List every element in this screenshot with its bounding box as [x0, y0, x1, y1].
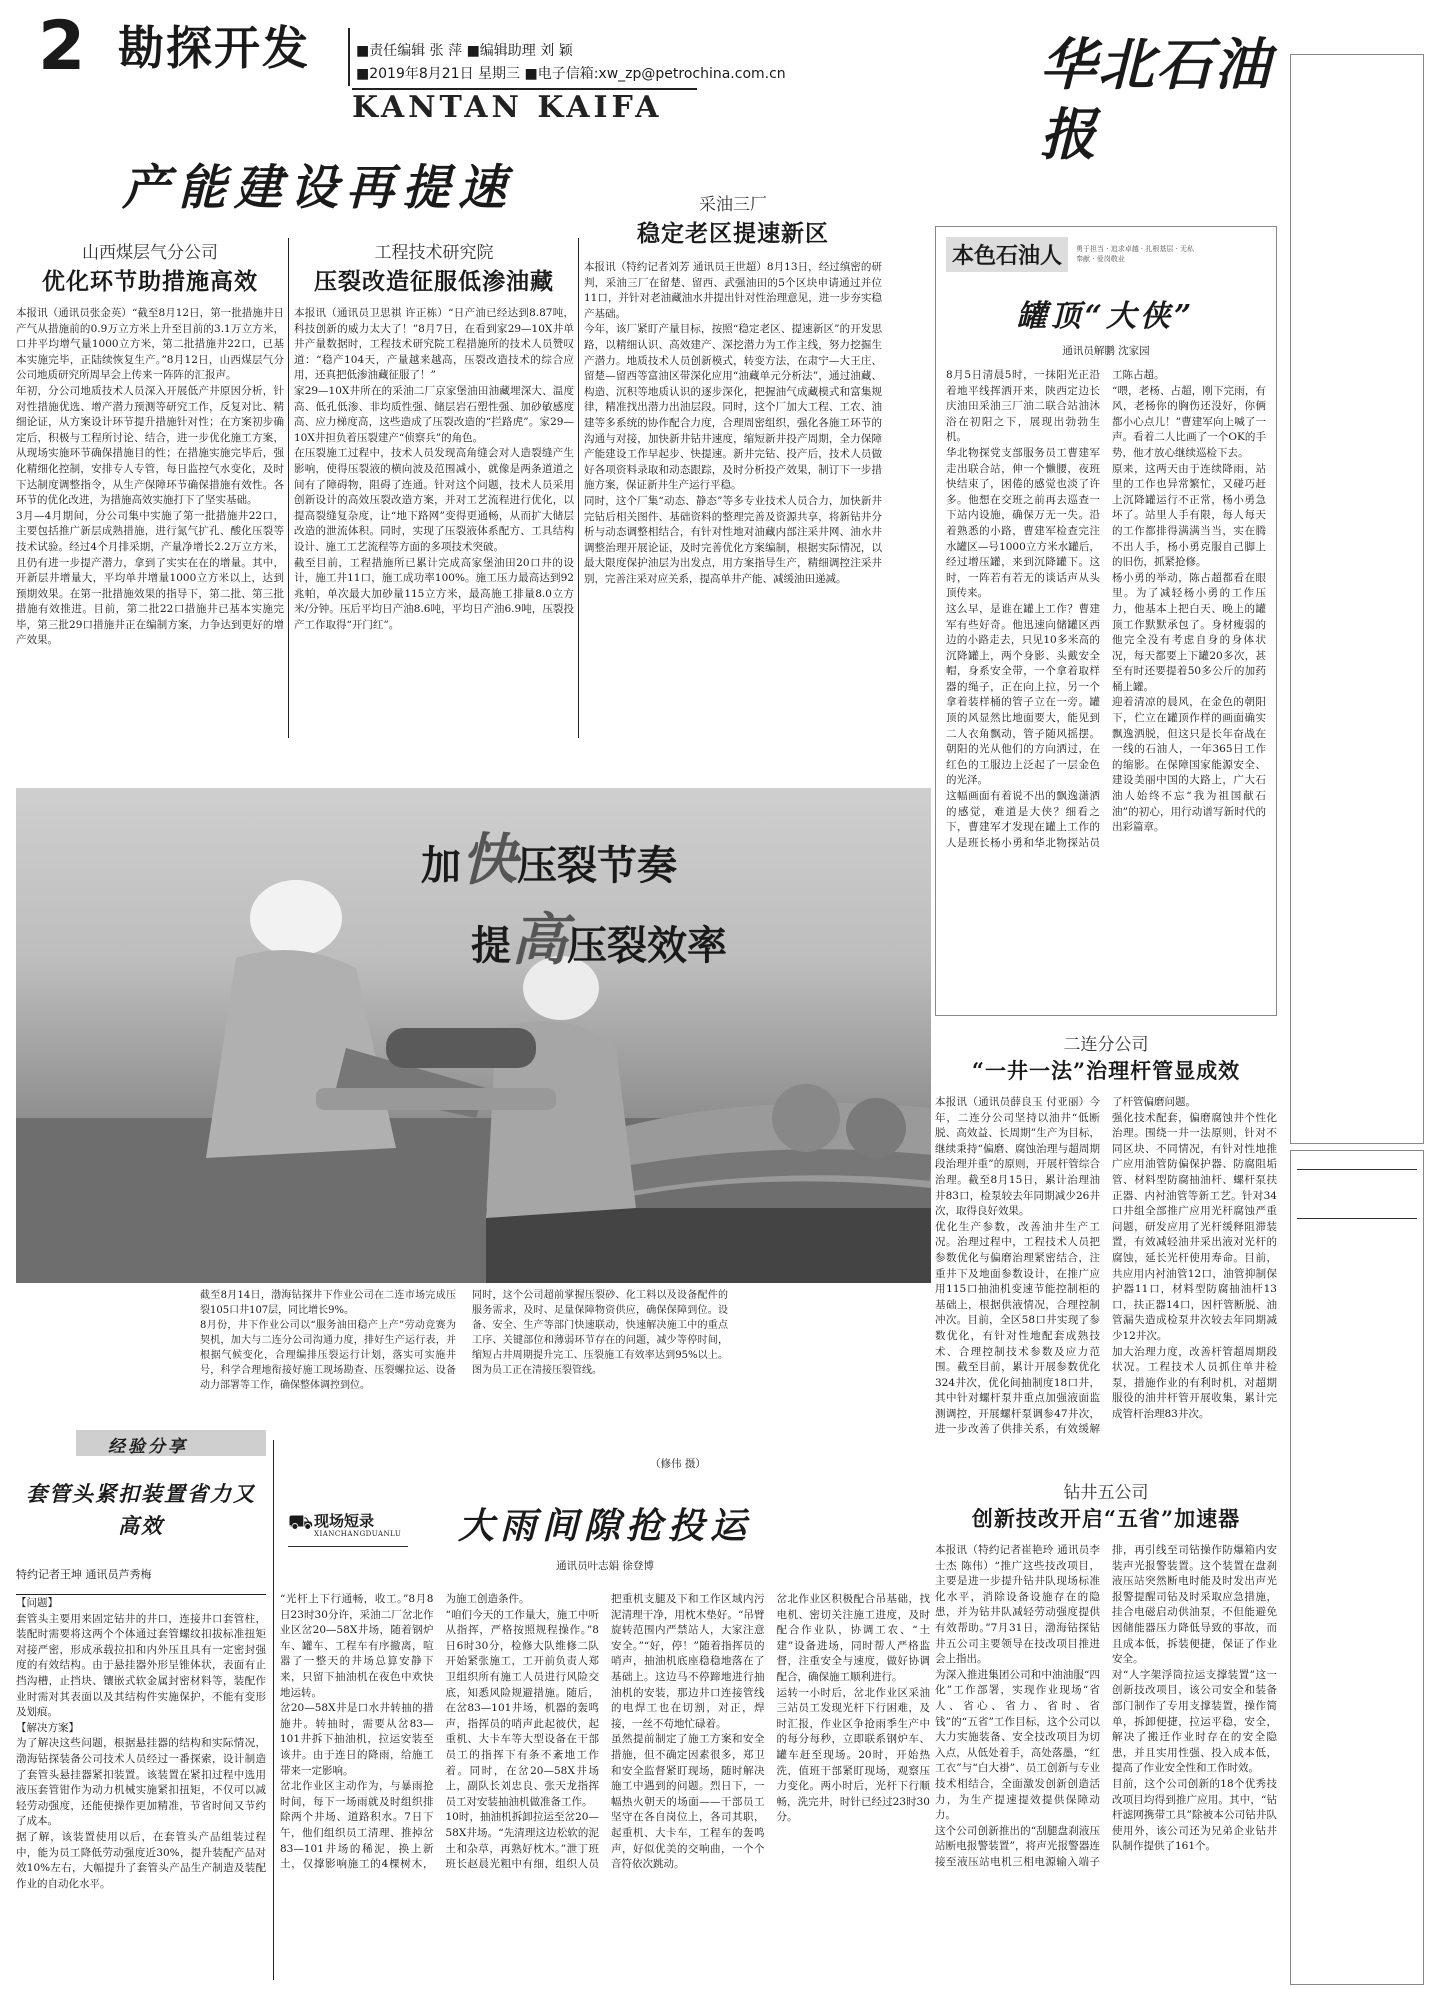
notice-heading-void	[1297, 1155, 1417, 1170]
article-kicker: 钻井五公司	[1063, 1483, 1149, 1503]
article-body: 本报讯（通讯员薛良玉 付亚丽）今年，二连分公司坚持以油井“低断脱、高效益、长周期”生产为目标，继续秉持“偏磨、腐蚀治理与超周期段治理并重”的原则，开展杆管综合治理。截至8月15日，累计治理油井83口，检泵较去年同期减少26井次，取得良好效果。 优化生产参数，改善油井生产工况。治理过程中，工程技术人员把参数优化与偏磨治理紧密结合，注重井下及地面参数设计，在推广应用115口抽油机变速节能控制柜的基础上，根据供液情况，合理控制冲次。目前，全区58口井实现了参数优化，有针对性地配套成熟技术、合理控制技术参数及应力范围。截至目前，累计开展参数优化324井次，优化间抽制度18口井，其中针对螺杆泵井重点加强液面监测调控，开展螺杆泵调参47井次，进一步改善了供排关系，有效缓解了杆管偏磨问题。 强化技术配套，偏磨腐蚀井个性化治理。围绕一井一法原则，针对不同区块、不同情况，有针对性地推广应用油管防偏保护器、防腐阻垢管、材料型防腐抽油杆、螺杆泵扶正器、内衬油管等新工艺。针对34口井组全部推广应用光杆腐蚀严重问题，研发应用了光杆缓释阻滞装置，有效减轻油井采出液对光杆的腐蚀，延长光杆使用寿命。目前，共应用内衬油管12口，油管抑制保护器11口，材料型防腐抽油杆13口，扶正器14口，因杆管断脱、油管漏失造成检泵井次较去年同期减少12井次。 加大治理力度，改善杆管超周期段状况。工程技术人员抓住单井检泵，措施作业的有利时机，对超期服役的油井杆管开展收集，累计完成管杆治理83井次。	[935, 1096, 1277, 1436]
article-headline: 大雨间隙抢投运	[457, 1505, 752, 1547]
masthead	[0, 0, 1300, 168]
column-logo-text: 本色石油人	[946, 237, 1068, 272]
notice-heading-lost	[1297, 1202, 1417, 1219]
article-body: 本报讯（特约记者崔艳玲 通讯员李士杰 陈伟）“推广这些技改项目，主要是进一步提升钻井队现场标准化水平，消除设备设施存在的隐患，并为钻井队减轻劳动强度提供有效帮助。”7月31日，渤海钻探钻井五公司主要领导在技改项目推进会上指出。 为深入推进集团公司和中油油服“四化”工作部署，实现作业现场“省人、省心、省力、省时、省钱”的“五省”工作目标，这个公司以大力实施装备、安全技改项目为切入点，从低处着手，高处落墨，“红工衣”与“白大褂”、员工创新与专业技术相结合，全面激发创新创造活力，为生产提速提效提供保障动力。 这个公司创新推出的“刮腿盘刹液压站断电报警装置”，将声光报警器连接至液压站电机三相电源输入端子排，再引线至司钻操作防爆箱内安装声光报警装置。这个装置在盘刹液压站突然断电时能及时发出声光报警提醒司钻及时采取应急措施，挂合电磁启动供油泵，不但能避免因储能器压力降低导致的事故，而且成本低，拆装便捷，保证了作业安全。 对“人字架浮筒拉运支撑装置”这一创新技改项目，该公司安全和装备部门制作了专用支撑装置，操作简单，拆卸便捷，拉运平稳，安全，解决了搬迁作业时存在的安全隐患，并且实用性强、投入成本低，提高了作业安全性和工作时效。 目前，这个公司创新的18个优秀技改项目均得到推广应用。其中，“钻杆滤网携带工具”除被本公司钻井队使用外，该公司还为兄弟企业钻井队制作提供了161个。	[935, 1544, 1277, 1868]
editor-line: ■责任编辑 张 萍 ■编辑助理 刘 颖	[356, 43, 573, 59]
column-tag-label: 现场短录	[314, 1512, 375, 1530]
article-engineering	[294, 238, 574, 738]
photo-headline-2b: 高	[511, 908, 567, 973]
newspaper-logo: 华北石油报	[1040, 32, 1272, 168]
article-headline: 稳定老区提速新区	[637, 220, 829, 247]
column-tag-pinyin: XIANCHANGDUANLU	[314, 1530, 402, 1538]
article-body: 本报讯（特约记者刘芳 通讯员王世超）8月13日，经过缜密的研判，采油三厂在留楚、留西、武强油田的5个区块申请通过并位11口，并针对老油藏油水井提出针对性治理意见，进一步夯实稳产基础。 今年，该厂紧盯产量目标，按照“稳定老区、提速新区”的开发思路，以精细认识、高效建产、深挖潜力为工作主线，努力挖掘生产潜力。地质技术人员创新模式，转变方法，在肃宁—大王庄、留楚—留西等富油区带深化应用“油藏单元分析法”，通过油藏、构造、沉积等地质认识的逐步深化，把握油气成藏模式和富集规律，精准找出潜力出油层段。同时，这个厂加大工程、工农、油建等多系统的协作配合力度，合理周密组织，强化各施工环节的沟通与对接，加快新井钻井速度，缩短新井投产周期，全力保障产能建设工作早起步、快提速。新井完钻、投产后，技术人员做好各项资料录取和动态跟踪，及时分析投产效果，制订下一步措施方案，保证新井生产运行平稳。 同时，这个厂集“动态、静态”等多专业技术人员合力，加快新井完钻后相关图件、基础资料的整理完善及资源共享，将新钻井分析与动态调整相结合，有针对性地对油藏内部注采井网、油水井调整治理开展论证，及时完善优化方案编制，根据实际情况，以最大限度保护油层为出发点，用方案指导生产，精细调控注采井别，完善注采对应关系，提高单井产能、减缓油田递减。	[584, 261, 882, 585]
article-tank-hero	[935, 226, 1277, 1016]
photo-headline-2	[471, 896, 727, 976]
photo-headline-2a: 提	[471, 923, 511, 969]
news-photo	[16, 788, 931, 1283]
article-headline: 罐顶“大侠”	[1016, 299, 1196, 334]
column-tag-label: 经验分享	[108, 1437, 188, 1457]
article-headline: “一井一法”治理杆管显成效	[971, 1058, 1241, 1083]
article-headline: 套管头紧扣装置省力又高效	[26, 1481, 256, 1538]
article-rain-install	[280, 1500, 930, 1985]
masthead-rule	[352, 88, 697, 90]
article-kicker: 工程技术研究院	[374, 243, 494, 263]
article-body: “光杆上下行通畅，收工。”8月8日23时30分许，采油二厂岔北作业区岔20—58X井场，随着钢炉车、罐车、工程车有序撤离，喧嚣了一整天的井场总算安静下来，只留下抽油机在夜色中欢快地运转。 岔20—58X井是口水井转抽的措施井。转抽时，需要从岔83—101井拆下抽油机，拉运安装至该井。由于连日的降雨，给施工带来一定影响。 岔北作业区主动作为，与暴雨抢时间，每下一场雨就及时组织排除两个井场、道路积水。7日下午，他们组织员工清理、推掉岔83—101井场的稀泥，换上新土，仅撑影响施工的4棵树木，为施工创造条件。 “咱们今天的工作量大，施工中听从指挥，严格按照规程操作。”8日6时30分，检修大队维修二队开始紧张施工，工开前负责人郑卫组织所有施工人员进行风险交底，知悉风险规避措施。随后，在岔83—101井场，机器的轰鸣声，指挥员的哨声此起彼伏，起重机、大卡车等大型设备在干部员工的指挥下有条不紊地工作着。同时，在岔20—58X井场上，副队长刘忠良、张天龙指挥员工对安装抽油机做准备工作。 10时，抽油机拆卸拉运至岔20—58X井场。“先清理这边松软的泥土和杂草，再熟好枕木。”泄丁班班长赵晨光粗中有细，组织人员把重机支腿及下和工作区域内污泥清理干净，用枕木垫好。“吊臂旋转范围内严禁站人，大家注意安全。”“好，停！”随着指挥员的哨声，抽油机底座稳稳地落在了基础上。这边马不停蹄地进行抽油机的安装，那边井口连接管线的电焊工也在切割，对正，焊接，一丝不苟地忙碌着。 虽然提前制定了施工方案和安全措施，但不确定因素很多，郑卫和安全监督紧盯现场，随时解决施工中遇到的问题。烈日下，一幅热火朝天的场面——干部员工坚守在各自岗位上，各司其职，起重机、大卡车，工程车的轰鸣声，好似优美的交响曲，一个个音符依次跳动。 岔北作业区积极配合吊基础，找电机、密切关注施工进度，及时配合作业队，协调工农、“土建”设备进场，同时帮人严格监督，注重安全与速度，做好协调配合，确保施工顺利进行。 运转一小时后，岔北作业区采油三站员工发现光杆下行困难，及时汇报，作业区争抢雨季生产中的每分每秒，立即联系钢炉车、罐车赶至现场。20时，开始热洗，值班干部紧盯现场，观察压力变化。两小时后，光杆下行顺畅，洗完井，时针已经过23时30分。	[280, 1593, 930, 1871]
notice-list-lost	[1297, 1229, 1417, 1237]
article-oil3	[584, 190, 882, 750]
article-erlian	[935, 1030, 1277, 1470]
article-body: 【问题】 套管头主要用来固定钻井的井口，连接井口套管柱，装配时需要将这两个个体通过套管螺纹扣拔标准扭矩对接严密，形成承载拉扣和内外压且具有一定密封强度的有效结构。由于悬挂器外形呈锥体状，表面有止挡沟槽，止挡块、镶嵌式软金属封密材料等，装配作业时需对其表面以及其结构件实施保护，不能有变形及划痕。 【解决方案】 为了解决这些问题，根据悬挂器的结构和实际情况，渤海钻探装备公司技术人员经过一番探索，设计制造了套管头悬挂器紧扣装置。该装置在紧扣过程中选用液压套管钳作为动力机械实施紧扣扭矩，不仅可以减轻劳动强度，还能使操作更加精准，节省时间又节约了成本。 据了解，该装置使用以后，在套管头产品组装过程中，能为员工降低劳动强度近30%，提升装配产品对效10%左右，大幅提升了套管头产品生产制造及装配作业的自动化水平。	[16, 1597, 266, 1890]
article-byline: 通讯员解鹏 沈家园	[1062, 345, 1150, 357]
article-drilling5	[935, 1478, 1277, 1983]
article-byline: 通讯员叶志娟 徐登博	[556, 1560, 654, 1572]
section-title: 勘探开发	[118, 21, 310, 75]
date-line: ■2019年8月21日 星期三 ■电子信箱:xw_zp@petrochina.com.cn	[356, 66, 786, 82]
article-headline: 优化环节助措施高效	[42, 268, 258, 295]
photo-headline-1b: 快	[461, 828, 517, 893]
article-headline: 创新技改开启“五省”加速器	[971, 1506, 1241, 1531]
section-pinyin: KANTAN KAIFA	[352, 90, 663, 125]
photo-credit: （修伟 摄）	[650, 1458, 706, 1470]
column-logo-small: 勇于担当 · 追求卓越 · 扎根基层 · 无私奉献 · 爱岗敬业	[1076, 245, 1195, 263]
article-body: 本报讯（通讯员张金英）“截至8月12日，第一批措施井日产气从措施前的0.9万立方米上升至目前的3.1万立方米，口井平均增气量1000立方米，第二批措施井22口，已基本实施完毕，正陆续恢复生产。”8月12日，山西煤层气分公司地质研究所周早会上传来一阵阵的汇报声。 年初，分公司地质技术人员深入开展低产井原因分析，针对性措施优选、增产潜力预测等研究工作，反复对比、精细论证，从方案设计环节提升措施针对性；在方案初步确定后，积极与工程所讨论、结合，进一步优化施工方案，从现场实施环节确保措施目的性；在措施实施完毕后，强化精细化控制，安排专人专管，每日监控气水变化，及时下达制度调整指令，从生产保障环节确保措施有效性。各环节的优化改进，为措施高效实施打下了坚实基础。 3月—4月期间，分公司集中实施了第一批措施井22口，主要包括推广新层成熟措施，进行氮气扩孔、酸化压裂等技术试验。经过4个月排采期，产量净增长2.2万立方米，且仍有进一步提产潜力，拿到了实实在在的增量。其中，开新层井增量大，平均单井增量1000立方米以上，达到预期效果。在第一批措施效果的指导下，第二批、第三批措施有效推进。目前，第二批22口措施井已基本实施完毕，第三批29口措施井正在编制方案，力争达到更好的增产效果。	[16, 307, 284, 647]
photo-headline-1a: 加	[421, 843, 461, 889]
article-kicker: 采油三厂	[699, 195, 767, 215]
notices	[1290, 1150, 1424, 1985]
sidebar-slogan-box	[1290, 54, 1424, 1144]
photo-headline-1	[421, 816, 677, 896]
masthead-divider	[348, 28, 350, 86]
article-shanxi	[16, 238, 284, 738]
notice-list-void	[1297, 1180, 1417, 1184]
page-number: 2	[38, 7, 86, 86]
column-divider	[273, 1440, 274, 1980]
article-headline: 压裂改造征服低渗油藏	[314, 268, 554, 295]
column-divider	[288, 238, 289, 738]
article-casing-tool	[16, 1430, 266, 1985]
article-kicker: 二连分公司	[1063, 1035, 1149, 1055]
banner-title: 产能建设再提速	[122, 160, 515, 216]
article-body: 本报讯（通讯员卫思祺 许正栋）“日产油已经达到8.87吨，科技创新的威力太大了！”8月7日，在看到家29—10X井单井产量数据时，工程技术研究院工程措施所的技术人员赞叹道：“稳产104天，产量越来越高，压裂改造技术的综合应用，还真把低渗油藏征服了！” 家29—10X井所在的采油二厂京家堡油田油藏埋深大、温度高、低孔低渗、非均质性强、储层岩石塑性强、加砂敏感度高、应力梯度高，这些造成了压裂改造的“拦路虎”。家29—10X井担负着压裂建产“侦察兵”的角色。 在压裂施工过程中，技术人员发现高角缝会对人造裂缝产生影响，使得压裂液的横向波及范围减小，就像是两条道道之间有了障碍物，阻碍了连通。针对这个问题，技术人员采用创新设计的高效压裂改造方案，并对工艺流程进行优化，以提高裂缝复杂度，让“地下路网”变得更通畅，从而扩大储层改造的泄流体积。同时，实现了压裂液体系配方、工具结构设计、施工工艺流程等方面的多项技术突破。 截至目前，工程措施所已累计完成高家堡油田20口井的设计，施工井11口，施工成功率100%。施工压力最高达到92兆帕，单次最大加砂量115立方米，最高施工排量8.0立方米/分钟。压后平均日产油8.6吨，平均日产油6.9吨，压裂投产工作取得“开门红”。	[294, 307, 574, 631]
article-byline: 特约记者王坤 通讯员芦秀梅	[16, 1568, 152, 1581]
column-tag	[76, 1430, 266, 1456]
article-body: 8月5日清晨5时，一抹阳光正沿着地平线挥洒开来，陕西定边长庆油田采油三厂油二联合站油沐浴在初阳之下，展现出勃勃生机。 华北物探党支部服务员工曹建军走出联合站，伸一个懒腰，夜班快结束了，困倦的感觉也淡了许多。他想在交班之前再去巡查一下站内设施，确保万无一失。沿着熟悉的小路，曹建军检查完注水罐区—号1000立方米水罐后，经过增压罐，来到沉降罐下。这时，一阵若有若无的谈话声从头顶传来。 这么早，是谁在罐上工作？曹建军有些好奇。他迅速向储罐区西边的小路走去，只见10多米高的沉降罐上，两个身影、头戴安全帽，身系安全带，一个拿着取样器的绳子，正在向上拉，另一个拿着装样桶的管子立在一旁。罐顶的风显然比地面要大，能见到二人衣角飘动，管子随风摇摆。朝阳的光从他们的方向洒过，在红色的工服边上泛起了一层金色的光泽。 这幅画面有着说不出的飘逸潇洒的感觉，难道是大侠？细看之下，曹建军才发现在罐上工作的人是班长杨小勇和华北物探站员工陈占超。 “喂，老杨、占超，刚下完雨，有风，老杨你的胸伤还没好，你俩都小心点儿！”曹建军向上喊了一声。看着二人比画了一个OK的手势，他才放心继续巡检下去。 原来，这两天由于连续降雨，站里的工作也异常繁忙，又碰巧赶上沉降罐运行不正常，杨小勇急坏了。站里人手有限，每人每天的工作都排得满满当当，实在腾不出人手，杨小勇克服自己脚上的旧伤，抓紧抢修。 杨小勇的举动，陈占超都看在眼里。为了减轻杨小勇的工作压力，他基本上把白天、晚上的罐顶工作默默承包了。身材瘦弱的他完全没有考虑自身的身体状况，每天都要上下罐20多次，甚至有时还要提着50多公斤的加药桶上罐。 迎着清凉的晨风，在金色的朝阳下，伫立在罐顶作样的画面确实飘逸洒脱，但这只是长年奋战在一线的石油人，一年365日工作的缩影。在保障国家能源安全、建设美丽中国的大路上，广大石油人始终不忘“我为祖国献石油”的初心，用行动谱写新时代的出彩篇章。	[946, 369, 1266, 849]
column-divider	[578, 238, 579, 738]
photo-caption: 截至8月14日，渤海钻探井下作业公司在二连市场完成压裂105口井107层，同比增长9%。 8月份，井下作业公司以“服务油田稳产上产”劳动竞赛为契机，加大与二连分公司沟通力度，排好生产运行表，并根据气候变化，合理编排压裂运行计划，落实可实施井号，科学合理地衔接好施工现场勘查、压裂螺拉运、设备动力部署等工作，确保整体调控到位。 同时，这个公司超前掌握压裂砂、化工料以及设备配件的服务需求，及时、足量保障物资供应，确保保障到位。设备、安全、生产等部门快速联动，快速解决施工中的重点工序、关键部位和薄弱环节存在的问题，减少等停时间，缩短占井周期提升完工、压裂施工有效率达到95%以上。图为员工正在清接压裂管线。	[200, 1290, 728, 1391]
column-logo	[946, 235, 1266, 273]
truck-icon: ⛟	[288, 1510, 314, 1534]
photo-headline-1c: 压裂节奏	[517, 843, 677, 889]
article-kicker: 山西煤层气分公司	[82, 243, 218, 263]
photo-headline-2c: 压裂效率	[567, 923, 727, 969]
byline-rule	[16, 1594, 266, 1595]
